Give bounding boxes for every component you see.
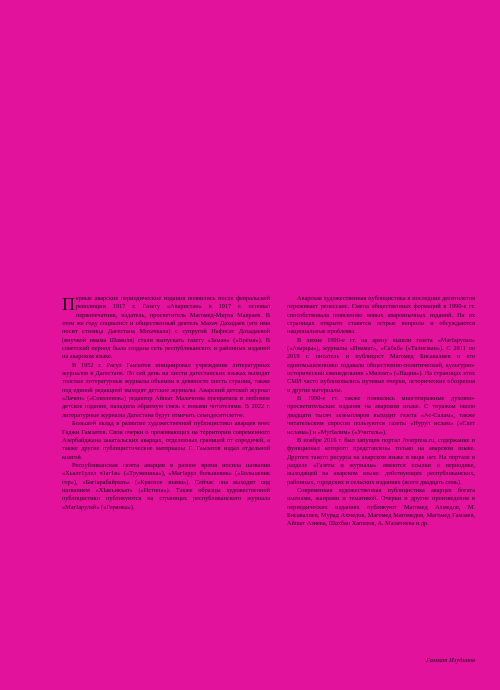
paragraph-text: ервые аварские периодические издания появились после февральской революции 1917 г. Газету «Аваристан» в 1917 г. основал первопечатник, издатель, просветитель Магомед-Мирза Мавраев. В этом же году социалист и общественный деятель Махач Дахадаев (его имя носит столица Дагестана Махачкала) с супругой Нафисат Дахадаевой (внучкой имама Шамиля) стали выпускать газету «Заман» («Время»). В советский период была создана сеть республиканских и районных изданий на аварском языке. <box>62 295 270 361</box>
right-text-column <box>287 295 475 529</box>
paragraph: В ноябре 2016 г. был запущен портал Avarpress.ru, содержание и функционал которого представлены только на аварском языке. Другого такого ресурса на аварском языке в мире нет. На портале в разделе «Газеты и журналы» имеются ссылки о периодике, выходящей на аварском языке: действующих республиканских, районных, городских и сельских изданиях (всего двадцать семь). <box>287 436 475 486</box>
paragraph: Современная художественная публицистика аварцев богата именами, жанрами и тематикой. Очерки и другие произведения в периодических изданиях публикуют Магомед Ахмедов, М. Бисавалиев, Мурад Ахмедов, Магомед Магомедов, Магомед Гамзаев, Айшат Азиева, Шахбан Хапизов, А. Малачиева и др. <box>287 486 475 528</box>
left-text-column <box>62 295 270 512</box>
paragraph: В лихие 1990-е гг. на арену вышли газета «МагIарулал» («Аварцы»), журналы «Инамат», «Сабаб» («Талисман»). С 2011 по 2019 г. писатель и публицист Магомед Бисавалиев и его единомышленники издавали общественно-политический, культурно-исторический еженедельник «Миллат» («Нация»). На страницах этих СМИ часто публиковались путевые очерки, исторические обозрения и другие материалы. <box>287 336 475 394</box>
paragraph: Большой вклад в развитие художественной публицистики аварцев внес Гаджи Гамзатов. Свои очерки о проживающих на территории современного Азербайджана закатальских аварцах, отделенных границей от сородичей, а также другие публицистические материалы Г. Гамзатов издал отдельной книгой. <box>62 420 270 461</box>
paragraph: Аварская художественная публицистика в последние десятилетия переживает ренессанс. Смена общественных формаций в 1990-е гг. способствовала появлению новых авароязычных изданий. На их страницах открыто ставятся острые вопросы и обсуждаются национальные проблемы. <box>287 295 475 336</box>
drop-cap: П <box>62 294 75 314</box>
paragraph: В 1952 г. Расул Гамзатов инициировал учреждение литературных журналов в Дагестане. По сей день на шести дагестанских языках выходят толстые литературные журналы объемом в девяносто шесть страниц, также под единой редакцией выходят детские журналы. Аварский детский журнал «Лачен» («Соколенок») редактор Айшат Малачиева превратила в любимое детское издание, наладила обратную связь с юными читателями. В 2022 г. литературные журналы Дагестана будут отмечать семидесятилетие. <box>62 361 270 419</box>
paragraph: Республиканская газета аварцев в разное время носила названия «Хьалт1улел ч1аг1и» («Труженика»), «МагIарул большевик» («Большевик гор»), «БагIарабайрахъ» («Красное знамя»). Сейчас она выходит под названием «ХIакъикъат» («Истина»). Также образцы художественной публицистики публикуются на страницах республиканского журнала «МагIарулай» («Горянка»). <box>62 461 270 511</box>
paragraph: В 1990-е гг. также появились многотиражные духовно-просветительские издания на аварском языке. С тиражом около двадцати тысяч экземпляров выходит газета «Ас-Салам», также читательским спросом пользуются газеты «Нурул ислам» («Свет ислама») и «МугIалим» («Учитель»). <box>287 395 475 436</box>
author-signature: Гамзат Изудинов <box>426 657 475 664</box>
paragraph <box>62 295 270 362</box>
